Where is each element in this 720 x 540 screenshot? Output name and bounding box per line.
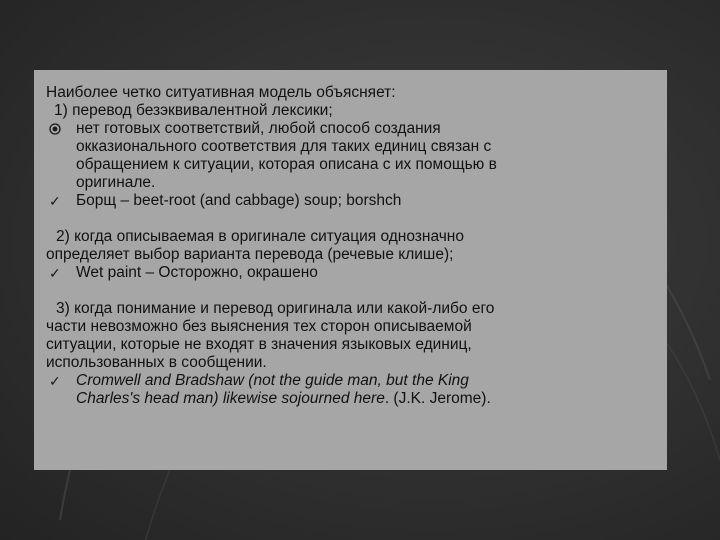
- point-1-example-text: Борщ – beet-root (and cabbage) soup; borshch: [76, 192, 402, 209]
- point-3-line: ситуации, которые не входят в значения языковых единиц,: [46, 336, 472, 353]
- point-3-line: использованных в сообщении.: [46, 354, 267, 371]
- checkmark-icon: ✓: [49, 193, 61, 209]
- point-2-example-text: Wet paint – Осторожно, окрашено: [76, 264, 318, 281]
- point-3-line: 3) когда понимание и перевод оригинала или какой-либо его: [56, 300, 495, 317]
- point-1-bullet-line: нет готовых соответствий, любой способ создания: [76, 120, 441, 137]
- checkmark-icon: ✓: [49, 265, 61, 281]
- target-bullet-icon: [49, 123, 61, 135]
- point-2-line: определяет выбор варианта перевода (речевые клише);: [46, 246, 454, 263]
- point-1-example: [46, 192, 606, 210]
- point-2-line: 2) когда описываемая в оригинале ситуация однозначно: [56, 228, 464, 245]
- point-3-line: части невозможно без выяснения тех сторон описываемой: [46, 318, 472, 335]
- point-3-example: [46, 372, 606, 408]
- slide-body: [46, 84, 606, 408]
- point-3-example-line: [76, 390, 606, 408]
- point-3-example-line: Cromwell and Bradshaw (not the guide man, but the King: [76, 372, 469, 389]
- checkmark-icon: ✓: [49, 373, 61, 389]
- point-1-bullet-line: обращением к ситуации, которая описана с их помощью в: [76, 156, 497, 173]
- point-1-title: 1) перевод безэквивалентной лексики;: [54, 102, 333, 119]
- slide-heading: Наиболее четко ситуативная модель объясняет:: [46, 84, 396, 101]
- quote-citation: . (J.K. Jerome).: [384, 390, 491, 407]
- point-1-bullet: [46, 120, 606, 192]
- point-1-bullet-line: оригинале.: [76, 174, 156, 191]
- point-1-bullet-line: окказионального соответствия для таких единиц связан с: [76, 138, 492, 155]
- quote-italic-part: Charles's head man) likewise sojourned here: [76, 390, 385, 407]
- point-2-example: [46, 264, 606, 282]
